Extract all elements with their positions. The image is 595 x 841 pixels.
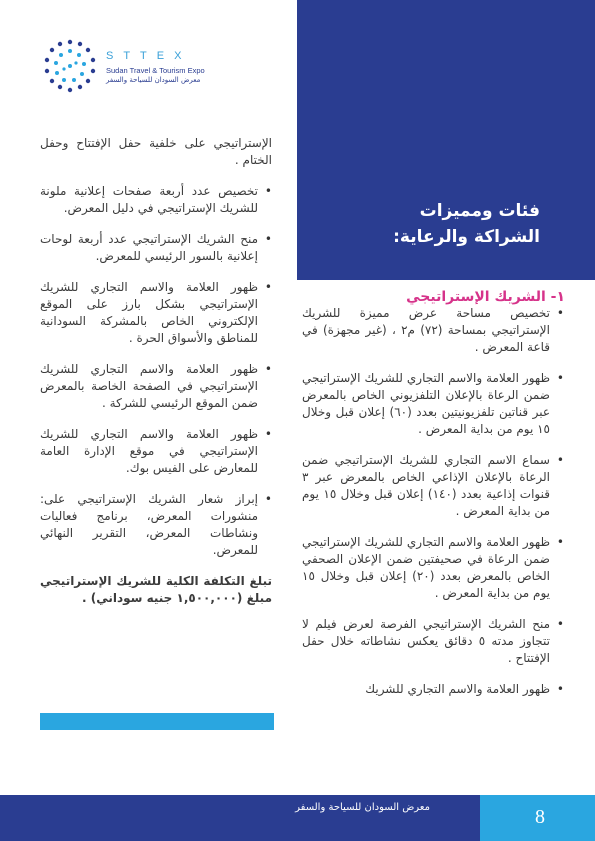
right-column: [302, 305, 564, 712]
list-item: • تخصيص مساحة عرض مميزة للشريك الإستراتيجي بمساحة (٧٢) م٢ ، (غير مجهزة) في قاعة المعرض .: [302, 305, 564, 356]
list-item: • ظهور العلامة والاسم التجاري للشريك: [302, 681, 564, 698]
title-line-2: الشراكة والرعاية:: [393, 227, 540, 247]
logo-dots-icon: [40, 36, 100, 96]
footer-text: معرض السودان للسياحة والسفر: [295, 802, 430, 813]
list-item: • ظهور العلامة والاسم التجاري للشريك الإستراتيجي في موقع الإدارة العامة للمعارض على الفيس بوك.: [40, 426, 272, 477]
logo-subtitle-ar: معرض السودان للسياحة والسفر: [106, 76, 201, 84]
logo-brand: STTEX: [106, 50, 192, 62]
list-item: • منح الشريك الإستراتيجي الفرصة لعرض فيلم لا تتجاوز مدته ٥ دقائق يعكس نشاطاته خلال حفل الإفتتاح .: [302, 616, 564, 667]
list-item: • ظهور العلامة والاسم التجاري للشريك الإستراتيجي بشكل بارز على الموقع الإلكتروني الخاص بالمشركة السودانية للمناطق والأسواق الحرة .: [40, 279, 272, 347]
list-item: • ظهور العلامة والاسم التجاري للشريك الإستراتيجي ضمن الرعاة في صحيفتين ضمن الإعلان الصحفي الخاص بالمعرض بعدد (٢٠) إعلان قبل وخلال ١٥ يوم من بداية المعرض .: [302, 534, 564, 602]
logo: [40, 36, 240, 106]
title-line-1: فئات ومميزات: [419, 201, 540, 221]
list-item: • إبراز شعار الشريك الإستراتيجي على: منشورات المعرض، برنامج فعاليات ونشاطات المعرض، التقرير النهائي للمعرض.: [40, 491, 272, 559]
page-title: [320, 198, 540, 250]
total-cost: تبلغ التكلفة الكلية للشريك الإستراتيجي مبلغ (١,٥٠٠,٠٠٠ جنيه سوداني) .: [40, 574, 272, 605]
page-number: 8: [535, 806, 545, 828]
logo-subtitle-en: Sudan Travel & Tourism Expo: [106, 66, 205, 75]
list-item: • تخصيص عدد أربعة صفحات إعلانية ملونة للشريك الإستراتيجي في دليل المعرض.: [40, 183, 272, 217]
list-item: • سماع الاسم التجاري للشريك الإستراتيجي ضمن الرعاة بالإعلان الإذاعي الخاص بالمعرض عبر ٣ قنوات إذاعية بعدد (١٤٠) إعلان قبل وخلال ١٥ يوم من بداية المعرض .: [302, 452, 564, 520]
list-item: • ظهور العلامة والاسم التجاري للشريك الإستراتيجي ضمن الرعاة بالإعلان التلفزيوني الخاص بالمعرض عبر قناتين تلفزيونيتين بعدد (٦٠) إعلان قبل وخلال ١٥ يوم من بداية المعرض .: [302, 370, 564, 438]
section-heading: ١- الشريك الإستراتيجي: [406, 289, 565, 305]
list-item: • ظهور العلامة والاسم التجاري للشريك الإستراتيجي في الصفحة الخاصة بالمعرض ضمن الموقع الرئيسي للشركة .: [40, 361, 272, 412]
left-column: [40, 135, 272, 621]
accent-bar: [40, 713, 274, 730]
continued-text: الإستراتيجي على خلفية حفل الإفتتاح وحفل الختام .: [40, 136, 272, 167]
list-item: • منح الشريك الإستراتيجي عدد أربعة لوحات إعلانية بالسور الرئيسي للمعرض.: [40, 231, 272, 265]
